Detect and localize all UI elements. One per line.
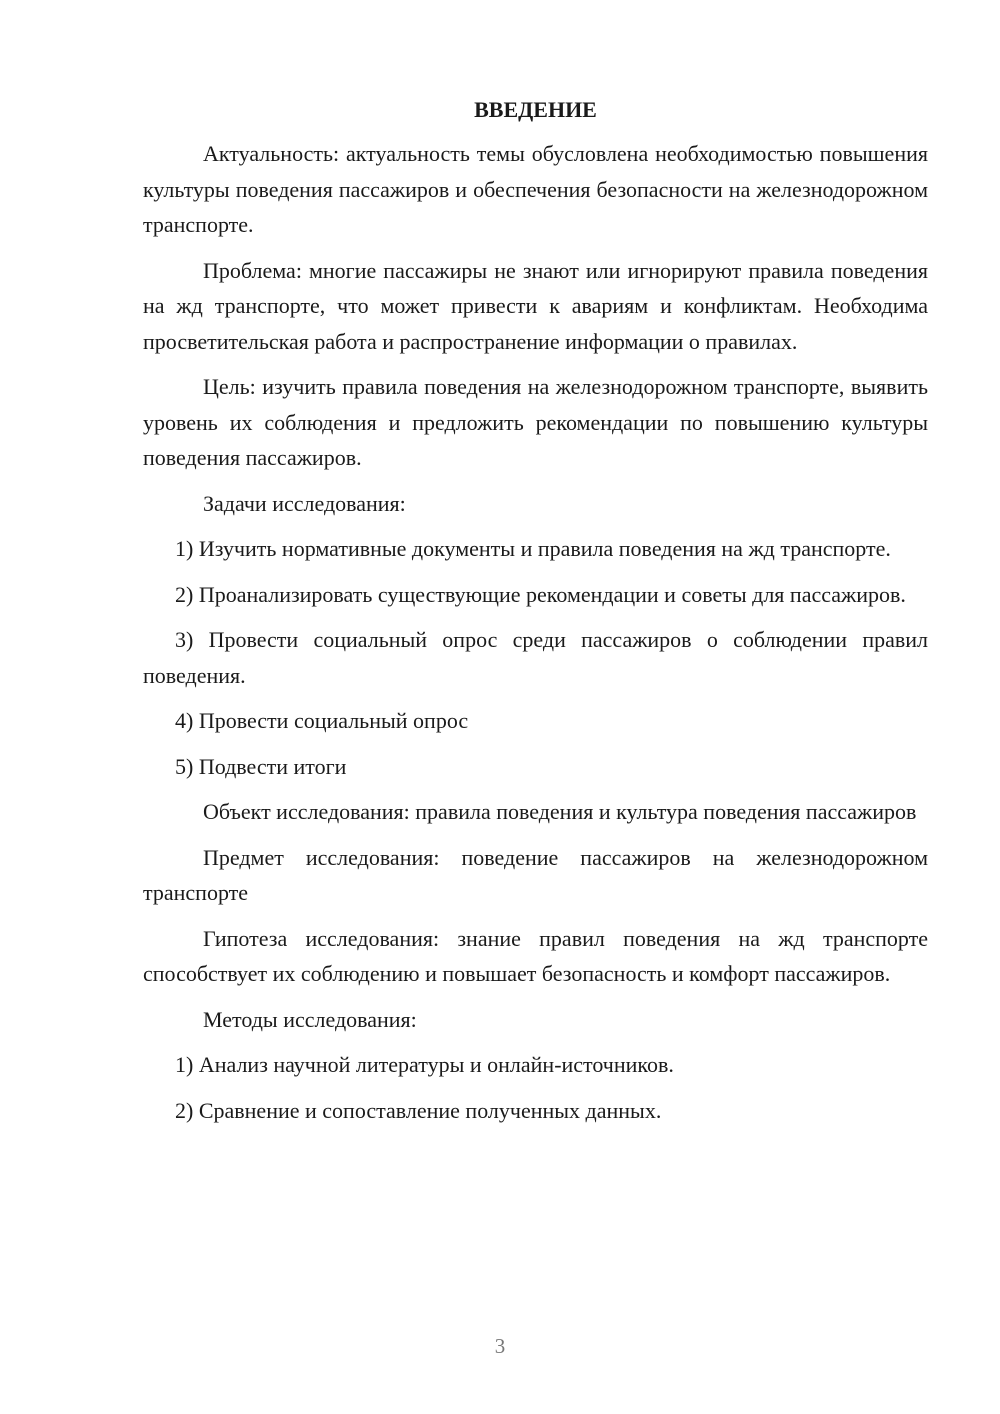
task-item: 3) Провести социальный опрос среди пассажиров о соблюдении правил поведения.: [143, 627, 928, 688]
goal-paragraph: Цель: изучить правила поведения на железнодорожном транспорте, выявить уровень их соблюдения и предложить рекомендации по повышению культуры поведения пассажиров.: [143, 374, 928, 470]
task-item: 2) Проанализировать существующие рекомендации и советы для пассажиров.: [175, 581, 906, 607]
section-title: ВВЕДЕНИЕ: [474, 97, 597, 122]
tasks-heading: Задачи исследования:: [203, 490, 406, 516]
page-number: 3: [494, 1334, 506, 1358]
hypothesis-paragraph: Гипотеза исследования: знание правил поведения на жд транспорте способствует их соблюдению и повышает безопасность и комфорт пассажиров.: [143, 925, 928, 986]
task-item: 1) Изучить нормативные документы и правила поведения на жд транспорте.: [175, 536, 891, 561]
object-paragraph: Объект исследования: правила поведения и культура поведения пассажиров: [203, 799, 917, 824]
subject-paragraph: Предмет исследования: поведение пассажиров на железнодорожном транспорте: [143, 844, 928, 905]
document-page: [143, 92, 928, 1138]
relevance-paragraph: Актуальность: актуальность темы обусловлена необходимостью повышения культуры поведения пассажиров и обеспечения безопасности на железнодорожном транспорте.: [143, 141, 928, 237]
problem-paragraph: Проблема: многие пассажиры не знают или игнорируют правила поведения на жд транспорте, что может привести к авариям и конфликтам. Необходима просветительская работа и распространение информации о правилах.: [143, 257, 928, 354]
task-item: 4) Провести социальный опрос: [175, 708, 469, 733]
method-item: 2) Сравнение и сопоставление полученных данных.: [175, 1097, 662, 1123]
method-item: 1) Анализ научной литературы и онлайн-источников.: [175, 1052, 674, 1077]
task-item: 5) Подвести итоги: [175, 753, 347, 779]
methods-heading: Методы исследования:: [203, 1006, 417, 1032]
